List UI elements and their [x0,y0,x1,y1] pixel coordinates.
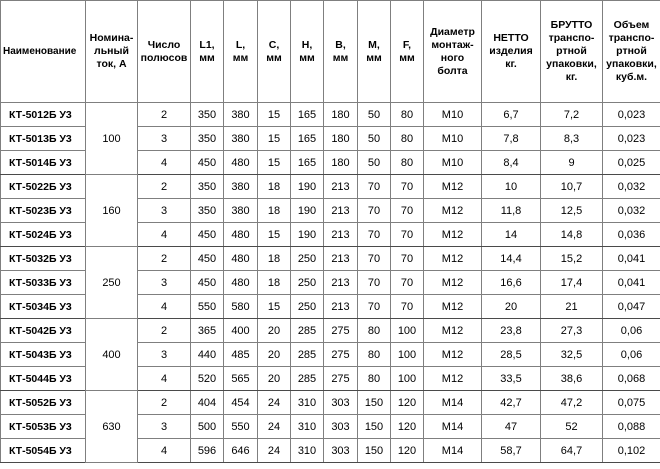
cell-l1: 450 [191,247,224,271]
cell-bolt: М12 [424,271,482,295]
cell-poles: 2 [138,103,191,127]
cell-volume: 0,06 [603,319,660,343]
table-row [1,103,660,127]
header-l1: L1, мм [191,1,224,103]
cell-b: 213 [324,247,358,271]
cell-name: КТ-5052Б У3 [1,391,86,415]
header-poles: Число полюсов [138,1,191,103]
cell-name: КТ-5012Б У3 [1,103,86,127]
table-row [1,391,660,415]
cell-poles: 2 [138,247,191,271]
cell-l1: 350 [191,199,224,223]
cell-m: 50 [358,127,391,151]
cell-name: КТ-5014Б У3 [1,151,86,175]
header-rated-current: Номина- льный ток, А [86,1,138,103]
cell-m: 70 [358,175,391,199]
cell-m: 80 [358,367,391,391]
cell-b: 213 [324,199,358,223]
cell-net: 10 [482,175,541,199]
cell-l: 380 [224,103,258,127]
cell-f: 100 [391,367,424,391]
cell-h: 190 [291,199,324,223]
cell-m: 150 [358,415,391,439]
cell-name: КТ-5042Б У3 [1,319,86,343]
cell-volume: 0,102 [603,439,660,463]
cell-h: 190 [291,223,324,247]
cell-gross: 8,3 [541,127,603,151]
cell-b: 275 [324,343,358,367]
cell-net: 23,8 [482,319,541,343]
cell-b: 303 [324,391,358,415]
cell-l1: 520 [191,367,224,391]
header-bolt-diameter: Диаметр монтаж- ного болта [424,1,482,103]
cell-c: 18 [258,175,291,199]
cell-volume: 0,023 [603,103,660,127]
cell-volume: 0,075 [603,391,660,415]
cell-volume: 0,032 [603,199,660,223]
cell-name: КТ-5013Б У3 [1,127,86,151]
cell-f: 70 [391,199,424,223]
cell-c: 15 [258,223,291,247]
cell-name: КТ-5034Б У3 [1,295,86,319]
cell-bolt: М12 [424,247,482,271]
cell-name: КТ-5023Б У3 [1,199,86,223]
cell-f: 80 [391,151,424,175]
cell-l: 480 [224,271,258,295]
header-c: C, мм [258,1,291,103]
header-row [1,1,660,103]
cell-poles: 4 [138,439,191,463]
cell-net: 33,5 [482,367,541,391]
cell-f: 70 [391,175,424,199]
cell-c: 24 [258,439,291,463]
cell-m: 50 [358,151,391,175]
cell-volume: 0,025 [603,151,660,175]
cell-name: КТ-5033Б У3 [1,271,86,295]
cell-l: 485 [224,343,258,367]
cell-name: КТ-5054Б У3 [1,439,86,463]
cell-bolt: М12 [424,223,482,247]
cell-b: 303 [324,439,358,463]
cell-net: 14 [482,223,541,247]
cell-net: 58,7 [482,439,541,463]
cell-bolt: М10 [424,103,482,127]
cell-b: 180 [324,103,358,127]
cell-c: 15 [258,295,291,319]
cell-volume: 0,088 [603,415,660,439]
cell-rated-current: 630 [86,391,138,463]
cell-l: 480 [224,223,258,247]
cell-m: 80 [358,319,391,343]
cell-bolt: М12 [424,343,482,367]
cell-b: 213 [324,175,358,199]
cell-b: 180 [324,127,358,151]
cell-l1: 450 [191,223,224,247]
cell-gross: 7,2 [541,103,603,127]
cell-h: 190 [291,175,324,199]
cell-name: КТ-5024Б У3 [1,223,86,247]
cell-c: 18 [258,199,291,223]
cell-net: 14,4 [482,247,541,271]
header-m: M, мм [358,1,391,103]
cell-bolt: М12 [424,175,482,199]
cell-m: 70 [358,199,391,223]
cell-name: КТ-5043Б У3 [1,343,86,367]
cell-l: 380 [224,127,258,151]
cell-gross: 21 [541,295,603,319]
cell-gross: 32,5 [541,343,603,367]
cell-gross: 38,6 [541,367,603,391]
cell-net: 7,8 [482,127,541,151]
cell-l: 480 [224,151,258,175]
cell-l1: 350 [191,175,224,199]
cell-l: 646 [224,439,258,463]
cell-c: 15 [258,151,291,175]
cell-b: 213 [324,295,358,319]
cell-poles: 3 [138,343,191,367]
cell-m: 150 [358,439,391,463]
cell-net: 28,5 [482,343,541,367]
cell-poles: 2 [138,391,191,415]
table-row [1,247,660,271]
cell-gross: 52 [541,415,603,439]
header-h: H, мм [291,1,324,103]
cell-c: 15 [258,103,291,127]
cell-bolt: М10 [424,127,482,151]
cell-volume: 0,047 [603,295,660,319]
header-b: B, мм [324,1,358,103]
cell-bolt: М14 [424,415,482,439]
cell-l1: 365 [191,319,224,343]
cell-l1: 450 [191,271,224,295]
cell-volume: 0,036 [603,223,660,247]
cell-c: 20 [258,367,291,391]
table-body [1,103,660,463]
cell-net: 11,8 [482,199,541,223]
cell-f: 80 [391,103,424,127]
cell-f: 70 [391,295,424,319]
cell-gross: 9 [541,151,603,175]
header-gross-weight: БРУТТО транспо- ртной упаковки, кг. [541,1,603,103]
cell-f: 120 [391,391,424,415]
cell-volume: 0,041 [603,271,660,295]
cell-b: 275 [324,319,358,343]
cell-net: 20 [482,295,541,319]
cell-f: 70 [391,271,424,295]
cell-c: 24 [258,391,291,415]
cell-gross: 47,2 [541,391,603,415]
cell-h: 165 [291,127,324,151]
header-l: L, мм [224,1,258,103]
cell-poles: 3 [138,199,191,223]
cell-poles: 2 [138,175,191,199]
cell-c: 24 [258,415,291,439]
cell-net: 8,4 [482,151,541,175]
cell-h: 250 [291,271,324,295]
cell-l1: 350 [191,103,224,127]
cell-net: 47 [482,415,541,439]
cell-b: 213 [324,271,358,295]
cell-f: 120 [391,439,424,463]
cell-f: 100 [391,319,424,343]
cell-poles: 4 [138,151,191,175]
cell-bolt: М12 [424,295,482,319]
cell-l1: 596 [191,439,224,463]
cell-volume: 0,06 [603,343,660,367]
cell-rated-current: 160 [86,175,138,247]
cell-poles: 3 [138,271,191,295]
cell-l1: 550 [191,295,224,319]
cell-m: 70 [358,223,391,247]
cell-l1: 440 [191,343,224,367]
cell-l1: 350 [191,127,224,151]
cell-l: 380 [224,175,258,199]
cell-l: 454 [224,391,258,415]
cell-h: 285 [291,367,324,391]
cell-l: 565 [224,367,258,391]
cell-h: 310 [291,415,324,439]
cell-l1: 450 [191,151,224,175]
header-name: Наименование [1,1,86,103]
cell-c: 15 [258,127,291,151]
cell-m: 80 [358,343,391,367]
cell-f: 70 [391,223,424,247]
cell-l: 480 [224,247,258,271]
cell-l: 380 [224,199,258,223]
cell-volume: 0,041 [603,247,660,271]
cell-poles: 4 [138,223,191,247]
table-row [1,175,660,199]
cell-poles: 3 [138,415,191,439]
cell-net: 6,7 [482,103,541,127]
cell-m: 70 [358,295,391,319]
cell-volume: 0,023 [603,127,660,151]
cell-name: КТ-5044Б У3 [1,367,86,391]
cell-name: КТ-5022Б У3 [1,175,86,199]
cell-gross: 27,3 [541,319,603,343]
cell-poles: 4 [138,367,191,391]
cell-bolt: М12 [424,199,482,223]
cell-b: 213 [324,223,358,247]
cell-gross: 14,8 [541,223,603,247]
cell-c: 18 [258,271,291,295]
cell-b: 303 [324,415,358,439]
cell-rated-current: 400 [86,319,138,391]
cell-volume: 0,032 [603,175,660,199]
cell-bolt: М12 [424,319,482,343]
cell-l1: 500 [191,415,224,439]
cell-gross: 17,4 [541,271,603,295]
cell-l: 550 [224,415,258,439]
cell-h: 310 [291,439,324,463]
cell-h: 250 [291,247,324,271]
cell-volume: 0,068 [603,367,660,391]
cell-l1: 404 [191,391,224,415]
cell-m: 50 [358,103,391,127]
cell-name: КТ-5053Б У3 [1,415,86,439]
cell-gross: 10,7 [541,175,603,199]
cell-m: 150 [358,391,391,415]
table-row [1,319,660,343]
cell-bolt: М12 [424,367,482,391]
cell-bolt: М10 [424,151,482,175]
cell-c: 20 [258,319,291,343]
cell-bolt: М14 [424,391,482,415]
cell-h: 250 [291,295,324,319]
cell-gross: 12,5 [541,199,603,223]
cell-h: 165 [291,151,324,175]
cell-f: 100 [391,343,424,367]
cell-rated-current: 100 [86,103,138,175]
cell-gross: 15,2 [541,247,603,271]
cell-poles: 3 [138,127,191,151]
cell-f: 120 [391,415,424,439]
cell-f: 80 [391,127,424,151]
cell-h: 285 [291,343,324,367]
cell-poles: 2 [138,319,191,343]
cell-c: 20 [258,343,291,367]
cell-rated-current: 250 [86,247,138,319]
cell-h: 285 [291,319,324,343]
cell-name: КТ-5032Б У3 [1,247,86,271]
cell-net: 42,7 [482,391,541,415]
cell-b: 275 [324,367,358,391]
header-package-volume: Объем транспо- ртной упаковки, куб.м. [603,1,660,103]
cell-net: 16,6 [482,271,541,295]
cell-bolt: М14 [424,439,482,463]
header-net-weight: НЕТТО изделия кг. [482,1,541,103]
cell-c: 18 [258,247,291,271]
cell-h: 310 [291,391,324,415]
cell-h: 165 [291,103,324,127]
cell-poles: 4 [138,295,191,319]
header-f: F, мм [391,1,424,103]
cell-f: 70 [391,247,424,271]
cell-l: 400 [224,319,258,343]
cell-gross: 64,7 [541,439,603,463]
cell-l: 580 [224,295,258,319]
cell-m: 70 [358,247,391,271]
cell-b: 180 [324,151,358,175]
cell-m: 70 [358,271,391,295]
